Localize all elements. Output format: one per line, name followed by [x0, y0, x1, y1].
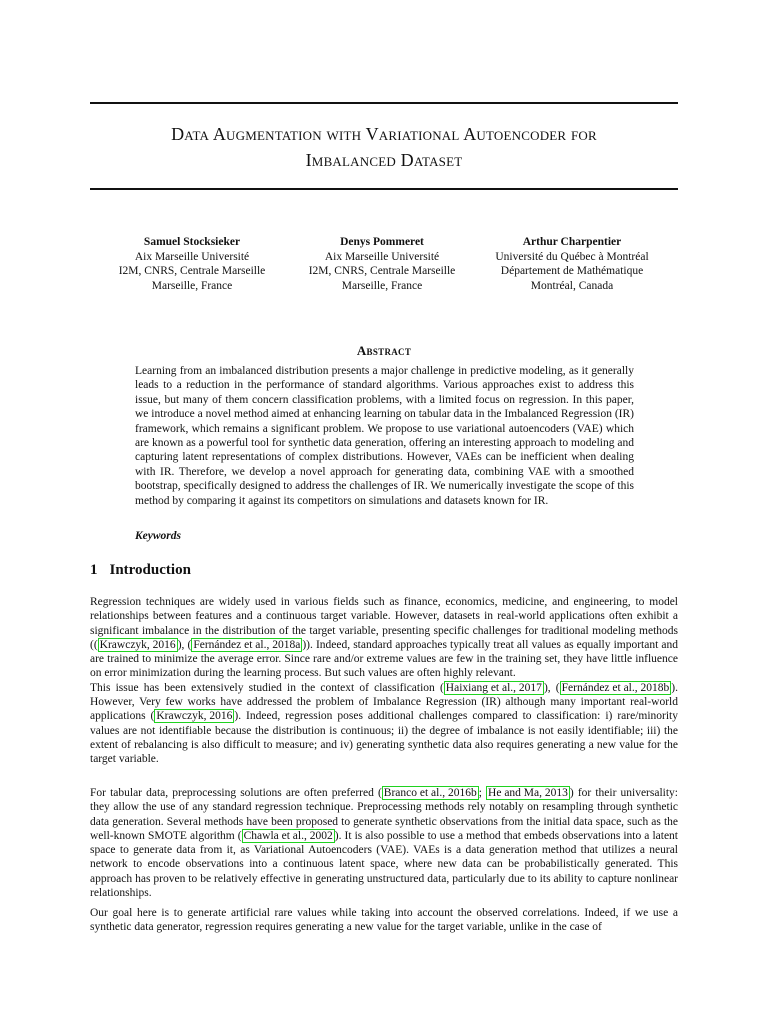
title-top-rule: [90, 102, 678, 104]
body-text: )). Indeed, standard approaches typically treat all values as equally important and are trained to minimize the average error. Since rare and/or extreme values are few in the training set, they have little influence on error minimization during the learning process. But such values are often highly relevant.: [90, 638, 678, 680]
section-title: Introduction: [109, 562, 191, 578]
citation-link[interactable]: Branco et al., 2016b: [383, 787, 477, 799]
title-line-1: Data Augmentation with Variational Autoencoder for: [171, 124, 597, 144]
author-block-1: [92, 235, 292, 293]
citation-link[interactable]: Fernández et al., 2018b: [561, 681, 670, 694]
body-text: ). However, Very few works have addressed the problem of Imbalance Regression (IR) although many important real-world applications (: [90, 681, 678, 723]
abstract-text: Learning from an imbalanced distribution presents a major challenge in predictive modeling, as it generally leads to a reduction in the performance of standard algorithms. Various approaches exist to address this issue, but many of them concern classification problems, with a limited focus on regression. In this paper, we introduce a novel method aimed at enhancing learning on tabular data in the Imbalanced Regression (IR) framework, which remains a significant problem. We propose to use variational autoencoders (VAE) which are known as a powerful tool for synthetic data generation, offering an interesting approach to modeling and capturing latent representations of complex distributions. However, VAEs can be inefficient when dealing with IR. Therefore, we develop a novel approach for generating data, combining VAE with a smoothed bootstrap, specifically designed to address the challenges of IR. We numerically investigate the scope of this method by comparing it against its competitors on simulations and datasets known for IR.: [135, 365, 634, 507]
citation-link[interactable]: Krawczyk, 2016: [99, 638, 176, 651]
paper-title: [90, 121, 678, 173]
body-text: This issue has been extensively studied in the context of classification (: [90, 681, 444, 694]
abstract-heading: Abstract: [356, 343, 412, 358]
author-affiliation: Département de Mathématique: [500, 265, 644, 277]
citation-link[interactable]: Haixiang et al., 2017: [445, 681, 542, 694]
body-text: For tabular data, preprocessing solutions are often preferred (: [90, 787, 382, 799]
intro-paragraph-3: Our goal here is to generate artificial rare values while taking into account the observed correlations. Indeed, if we use a synthetic data generator, regression requires generating a new value for the target variable, unlike in the case of: [90, 907, 678, 934]
intro-paragraph-1: [90, 595, 678, 767]
keywords-label: Keywords: [135, 530, 181, 542]
citation-link[interactable]: Chawla et al., 2002: [243, 829, 333, 842]
body-text: Regression techniques are widely used in various fields such as finance, economics, medicine, and engineering, to model relationships between features and a continuous target variable. However, datasets in real-world applications often exhibit a significant imbalance in the distribution of the target variable, presenting specific challenges for traditional modeling methods ((: [90, 596, 678, 651]
body-text: ), (: [177, 638, 192, 651]
citation-link[interactable]: Krawczyk, 2016: [156, 710, 233, 723]
section-number: 1: [90, 562, 98, 578]
author-name: Samuel Stocksieker: [143, 236, 241, 248]
body-text: ). Indeed, regression poses additional challenges compared to classification: i) rare/minority values are not identifiable because the distribution is continuous; ii) the degree of imbalance is not easily identifiable; iii) the extent of rebalancing is also difficult to measure; and iv) generating synthetic data also requires generating a new value for the target variable.: [90, 710, 678, 766]
author-name: Denys Pommeret: [340, 236, 424, 248]
title-bottom-rule: [90, 188, 678, 190]
body-text: ) for their universality: they allow the use of any standard regression technique. Preprocessing methods rely notably on resampling through synthetic data generation. Several methods have been proposed to generate synthetic observations from the initial data space, such as the well-known SMOTE algorithm (: [90, 787, 679, 842]
body-text: ;: [478, 787, 487, 799]
author-affiliation: I2M, CNRS, Centrale Marseille: [118, 265, 266, 277]
author-block-2: [282, 235, 482, 293]
author-block-3: [472, 235, 672, 293]
body-text: ). It is also possible to use a method that embeds observations into a latent space to generate data from it, as Variational Autoencoders (VAE). VAEs is a data generation method that utilizes a neural network to encode observations into a continuous latent space, where new data can be probabilistically generated. This approach has proven to be relatively effective in generating unstructured data, particularly due to its ability to capture nonlinear relationships.: [90, 829, 679, 900]
author-affiliation: Aix Marseille Université: [324, 250, 440, 263]
citation-link[interactable]: He and Ma, 2013: [488, 787, 568, 799]
author-affiliation: I2M, CNRS, Centrale Marseille: [308, 265, 456, 277]
citation-link[interactable]: Fernández et al., 2018a: [193, 638, 301, 651]
author-location: Marseille, France: [151, 279, 233, 292]
author-location: Montréal, Canada: [530, 279, 614, 292]
author-affiliation: Aix Marseille Université: [134, 250, 250, 263]
body-text: ), (: [543, 681, 560, 694]
section-heading-introduction: [90, 562, 191, 579]
author-location: Marseille, France: [341, 279, 423, 292]
author-name: Arthur Charpentier: [522, 236, 622, 248]
author-affiliation: Université du Québec à Montréal: [495, 250, 649, 263]
title-line-2: Imbalanced Dataset: [305, 150, 463, 170]
intro-paragraph-2: [90, 786, 678, 900]
